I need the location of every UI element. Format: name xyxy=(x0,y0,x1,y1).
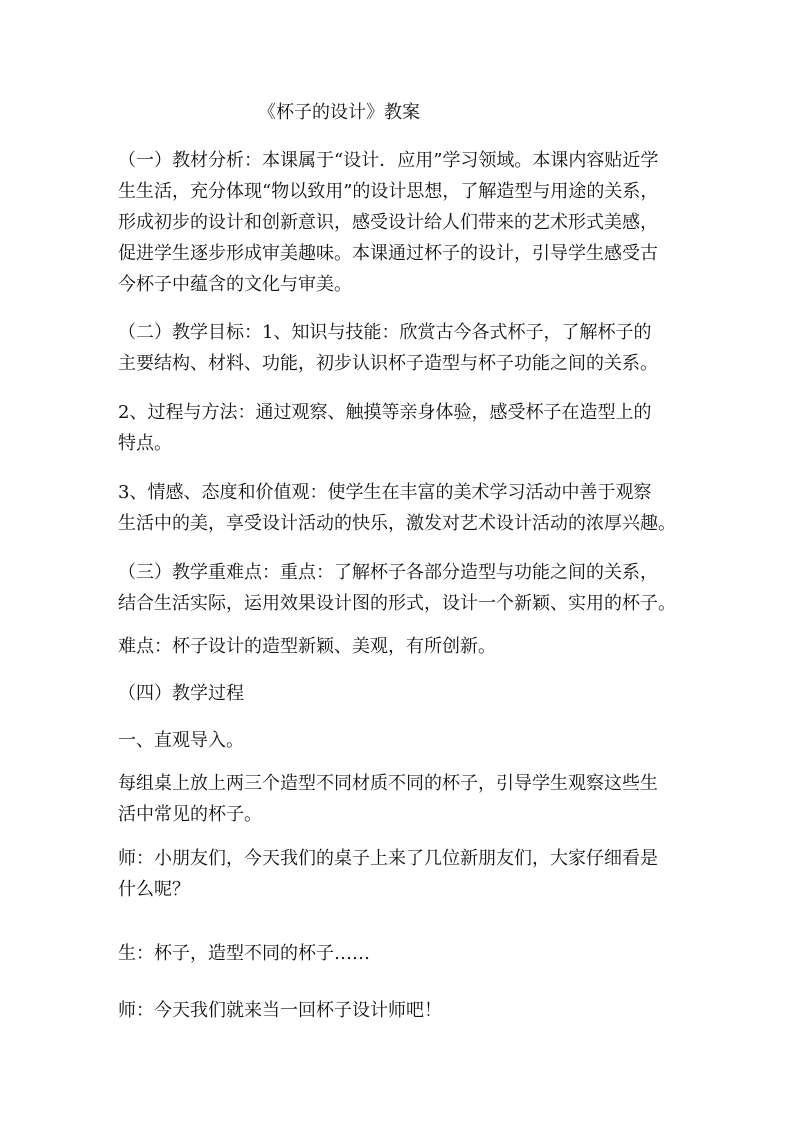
text-line: 生活中的美，享受设计活动的快乐，激发对艺术设计活动的浓厚兴趣。 xyxy=(118,513,676,534)
paragraph-key-points xyxy=(118,557,686,619)
paragraph-teaching-objectives xyxy=(118,317,686,379)
document-title: 《杯子的设计》教案 xyxy=(258,102,420,123)
text-line: 特点。 xyxy=(118,433,172,454)
text-line: 促进学生逐步形成审美趣味。本课通过杯子的设计，引导学生感受古 xyxy=(118,243,658,264)
paragraph-emotion-attitude-values xyxy=(118,477,686,539)
text-line: 今杯子中蕴含的文化与审美。 xyxy=(118,274,352,295)
text-line: 一、直观导入。 xyxy=(118,730,244,751)
paragraph-textbook-analysis xyxy=(118,145,686,300)
paragraph-difficult-points xyxy=(118,631,686,662)
text-line: 2、过程与方法：通过观察、触摸等亲身体验，感受杯子在造型上的 xyxy=(118,402,652,423)
text-line: （一）教材分析：本课属于“设计．应用”学习领域。本课内容贴近学 xyxy=(118,150,659,171)
text-line: 生生活，充分体现“物以致用”的设计思想，了解造型与用途的关系， xyxy=(118,181,659,202)
text-line: （二）教学目标：1、知识与技能：欣赏古今各式杯子，了解杯子的 xyxy=(118,322,652,343)
text-line: 结合生活实际，运用效果设计图的形式，设计一个新颖、实用的杯子。 xyxy=(118,593,676,614)
text-line: 生：杯子，造型不同的杯子…… xyxy=(118,943,370,964)
text-line: 3、情感、态度和价值观：使学生在丰富的美术学习活动中善于观察 xyxy=(118,482,652,503)
paragraph-section-one-heading xyxy=(118,725,686,756)
text-line: 每组桌上放上两三个造型不同材质不同的杯子，引导学生观察这些生 xyxy=(118,773,658,794)
text-line: （三）教学重难点：重点：了解杯子各部分造型与功能之间的关系， xyxy=(118,562,658,583)
text-line: 难点：杯子设计的造型新颖、美观，有所创新。 xyxy=(118,636,496,657)
text-line: 活中常见的杯子。 xyxy=(118,804,262,825)
paragraph-student-answer xyxy=(118,938,686,969)
paragraph-observation-instruction xyxy=(118,768,686,830)
text-line: （四）教学过程 xyxy=(118,683,244,704)
paragraph-teacher-closing xyxy=(118,995,686,1026)
text-line: 形成初步的设计和创新意识，感受设计给人们带来的艺术形式美感， xyxy=(118,212,658,233)
paragraph-teacher-question xyxy=(118,843,686,905)
text-line: 什么呢？ xyxy=(118,879,190,900)
text-line: 师：小朋友们，今天我们的桌子上来了几位新朋友们，大家仔细看是 xyxy=(118,848,658,869)
text-line: 主要结构、材料、功能，初步认识杯子造型与杯子功能之间的关系。 xyxy=(118,353,658,374)
text-line: 师：今天我们就来当一回杯子设计师吧！ xyxy=(118,1000,442,1021)
paragraph-teaching-process-heading xyxy=(118,678,686,709)
paragraph-process-and-method xyxy=(118,397,686,459)
